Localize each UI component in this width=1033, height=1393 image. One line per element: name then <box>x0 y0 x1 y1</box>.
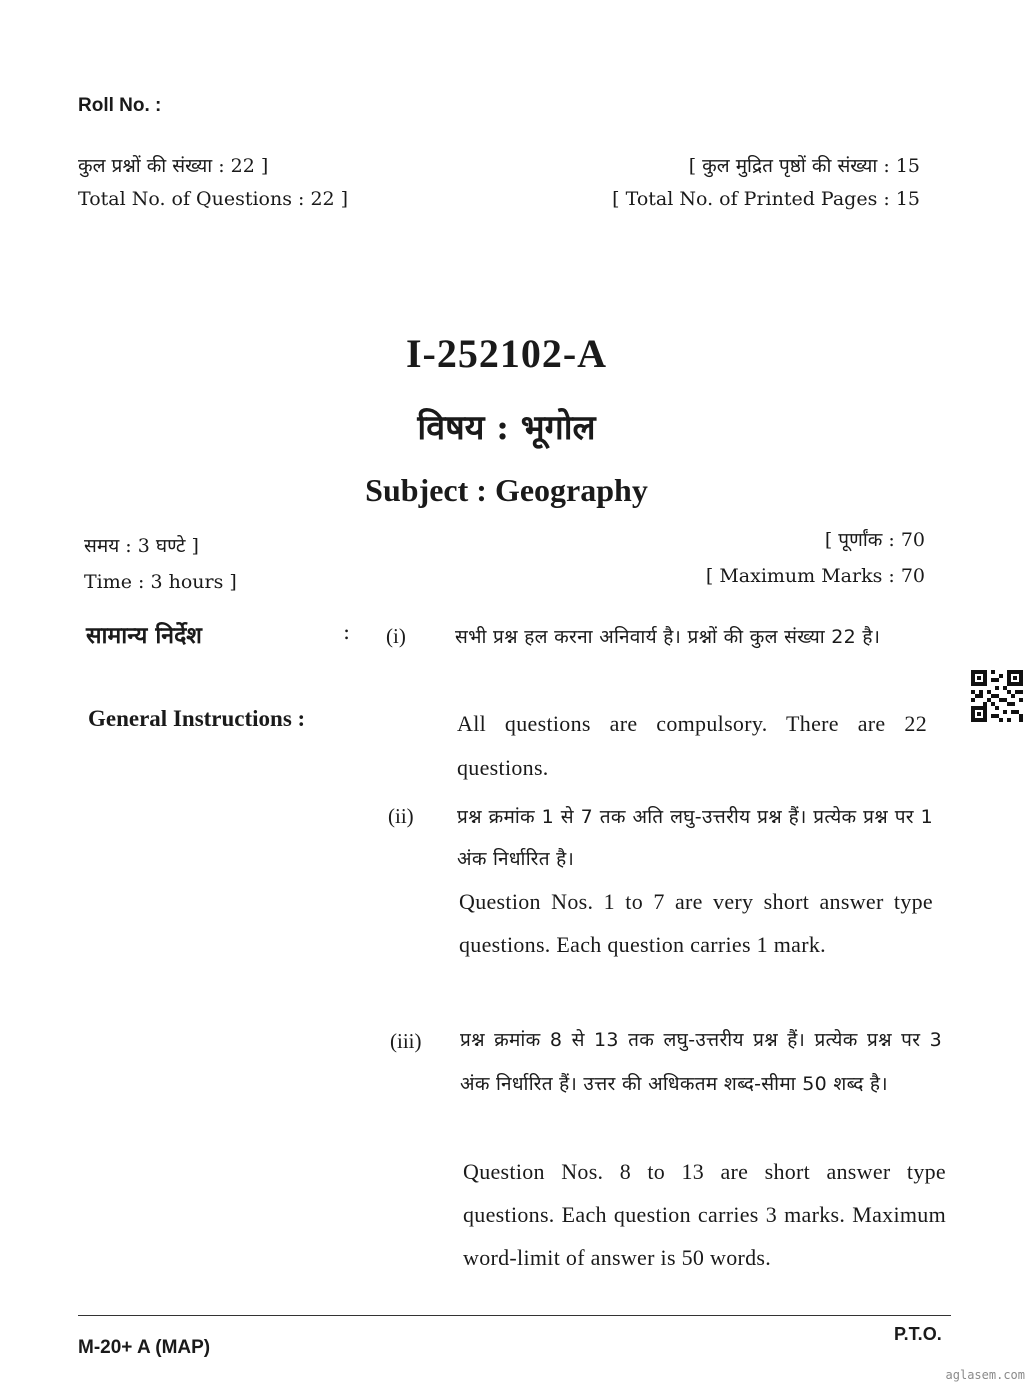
roll-no-label: Roll No. : <box>78 95 162 116</box>
instruction-number: (iii) <box>390 1029 422 1053</box>
marks-english: [ Maximum Marks : 70 <box>705 565 925 587</box>
instruction-text-hindi: प्रश्न क्रमांक 1 से 7 तक अति लघु-उत्तरीय प्रश्न हैं। प्रत्येक प्रश्न पर 1 अंक निर्धारित है। <box>457 806 933 870</box>
subject-english: Subject : Geography <box>365 472 648 508</box>
total-pages-block <box>612 150 920 216</box>
watermark: aglasem.com <box>945 1368 1025 1382</box>
footer-paper-code: M-20+ A (MAP) <box>78 1337 211 1358</box>
marks-block <box>706 522 925 594</box>
time-english: Time : 3 hours ] <box>84 571 237 593</box>
instructions-heading-hindi: सामान्य निर्देश <box>86 622 202 649</box>
instructions-colon: : <box>343 620 351 644</box>
instruction-text-hindi: सभी प्रश्न हल करना अनिवार्य है। प्रश्नों की कुल संख्या 22 है। <box>455 626 881 648</box>
subject-hindi: विषय : भूगोल <box>417 408 596 448</box>
total-pages-hindi: [ कुल मुद्रित पृष्ठों की संख्या : 15 <box>688 155 920 177</box>
instruction-text-english: Question Nos. 8 to 13 are short answer type questions. Each question carries 3 marks. Maximum word-limit of answer is 50 words. <box>463 1159 946 1270</box>
qr-code-icon <box>971 670 1023 722</box>
marks-hindi: [ पूर्णांक : 70 <box>824 529 925 551</box>
paper-code: I-252102-A <box>405 331 608 376</box>
time-hindi: समय : 3 घण्टे ] <box>84 535 199 557</box>
total-questions-hindi: कुल प्रश्नों की संख्या : 22 ] <box>78 155 269 177</box>
footer-pto: P.T.O. <box>894 1324 942 1344</box>
instruction-text-english: All questions are compulsory. There are 22 questions. <box>457 711 927 780</box>
instruction-number: (i) <box>386 624 406 648</box>
instruction-text-english: Question Nos. 1 to 7 are very short answer type questions. Each question carries 1 mark. <box>459 889 933 957</box>
instruction-number: (ii) <box>388 804 414 828</box>
total-pages-english: [ Total No. of Printed Pages : 15 <box>612 188 920 210</box>
footer-divider <box>78 1315 951 1316</box>
instructions-heading-english: General Instructions : <box>88 706 306 731</box>
total-questions-block <box>78 150 348 216</box>
instruction-text-hindi: प्रश्न क्रमांक 8 से 13 तक लघु-उत्तरीय प्रश्न हैं। प्रत्येक प्रश्न पर 3 अंक निर्धारित हैं। उत्तर की अधिकतम शब्द-सीमा 50 शब्द है। <box>460 1029 942 1095</box>
total-questions-english: Total No. of Questions : 22 ] <box>78 188 349 210</box>
time-block <box>84 528 237 600</box>
